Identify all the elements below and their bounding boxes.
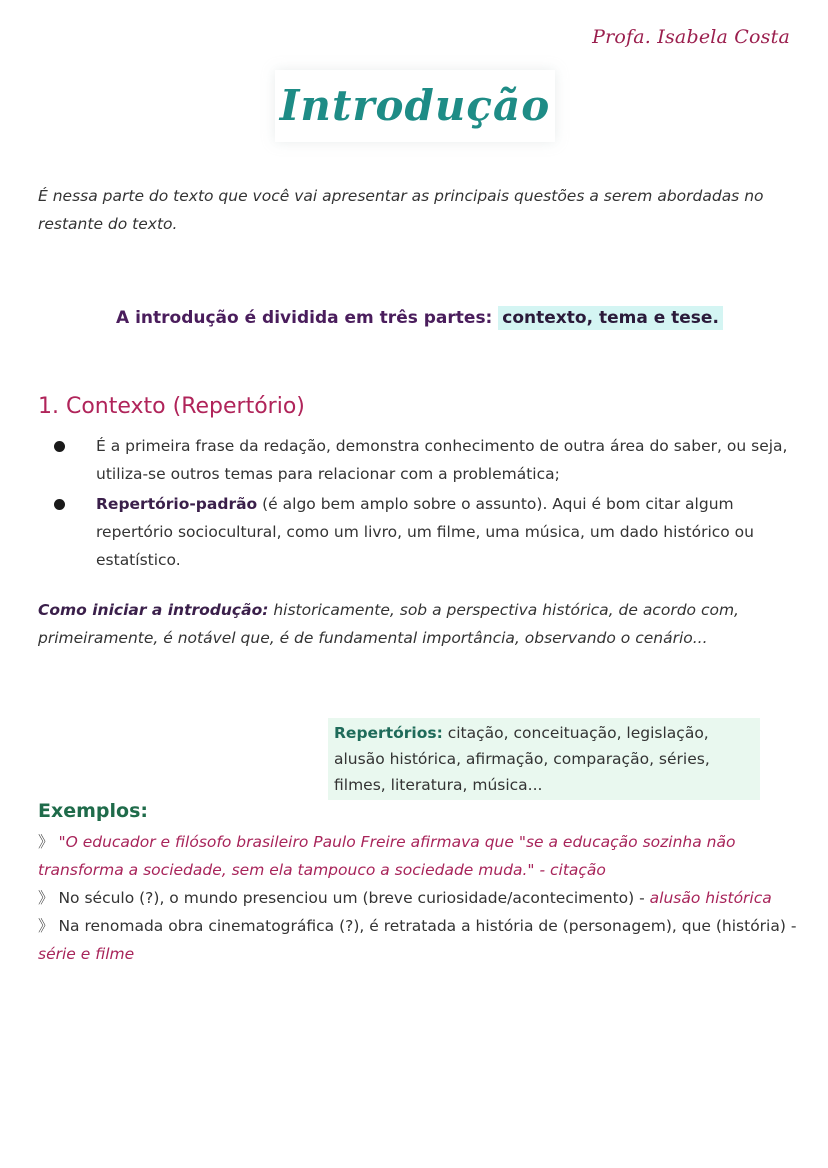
repertoires-text: citação, conceituação, legislação, alusão histórica, afirmação, comparação, séries, filmes, literatura, música... xyxy=(334,724,710,794)
list-item xyxy=(52,432,812,488)
example-item xyxy=(38,828,798,884)
arrow-icon: 》 xyxy=(38,917,54,935)
arrow-icon: 》 xyxy=(38,833,54,851)
arrow-icon: 》 xyxy=(38,889,54,907)
bullet-icon xyxy=(54,441,65,452)
example-item xyxy=(38,884,798,912)
division-highlight: contexto, tema e tese. xyxy=(498,306,723,330)
example-body: "O educador e filósofo brasileiro Paulo Freire afirmava que "se a educação sozinha não transforma a sociedade, sem ela tampouco a sociedade muda." xyxy=(38,833,736,879)
examples-title: Exemplos: xyxy=(38,800,148,822)
bullet-lead: Repertório-padrão xyxy=(96,495,258,513)
page-title: Introdução xyxy=(279,81,551,130)
example-item xyxy=(38,912,798,968)
repertoires-lead: Repertórios: xyxy=(334,724,443,742)
bullet-text: (é algo bem amplo sobre o assunto). Aqui é bom citar algum repertório sociocultural, como um livro, um filme, uma música, um dado histórico ou estatístico. xyxy=(96,495,754,569)
example-tag: série e filme xyxy=(38,945,135,963)
how-to-start xyxy=(38,596,798,652)
list-item xyxy=(52,490,812,574)
example-tag: alusão histórica xyxy=(644,889,772,907)
example-body: No século (?), o mundo presenciou um (breve curiosidade/acontecimento) - xyxy=(58,889,645,907)
bullet-icon xyxy=(54,499,65,510)
section-title-context: 1. Contexto (Repertório) xyxy=(38,394,305,419)
example-body: Na renomada obra cinematográfica (?), é retratada a história de (personagem), que (história) - xyxy=(58,917,797,935)
author-name: Profa. Isabela Costa xyxy=(592,26,790,48)
division-lead: A introdução é dividida em três partes: xyxy=(116,308,493,328)
intro-paragraph: É nessa parte do texto que você vai apresentar as principais questões a serem abordadas no restante do texto. xyxy=(38,187,764,233)
division-line xyxy=(116,302,723,334)
how-to-start-text: historicamente, sob a perspectiva histórica, de acordo com, primeiramente, é notável que, é de fundamental importância, observando o cenário... xyxy=(38,601,739,647)
examples-list xyxy=(38,828,798,968)
bullet-text: É a primeira frase da redação, demonstra conhecimento de outra área do saber, ou seja, utiliza-se outros temas para relacionar com a problemática; xyxy=(96,437,788,483)
title-box xyxy=(275,70,555,142)
how-to-start-lead: Como iniciar a introdução: xyxy=(38,601,269,619)
context-bullets xyxy=(52,432,812,574)
repertoires-box xyxy=(328,718,760,800)
example-tag: - citação xyxy=(534,861,606,879)
